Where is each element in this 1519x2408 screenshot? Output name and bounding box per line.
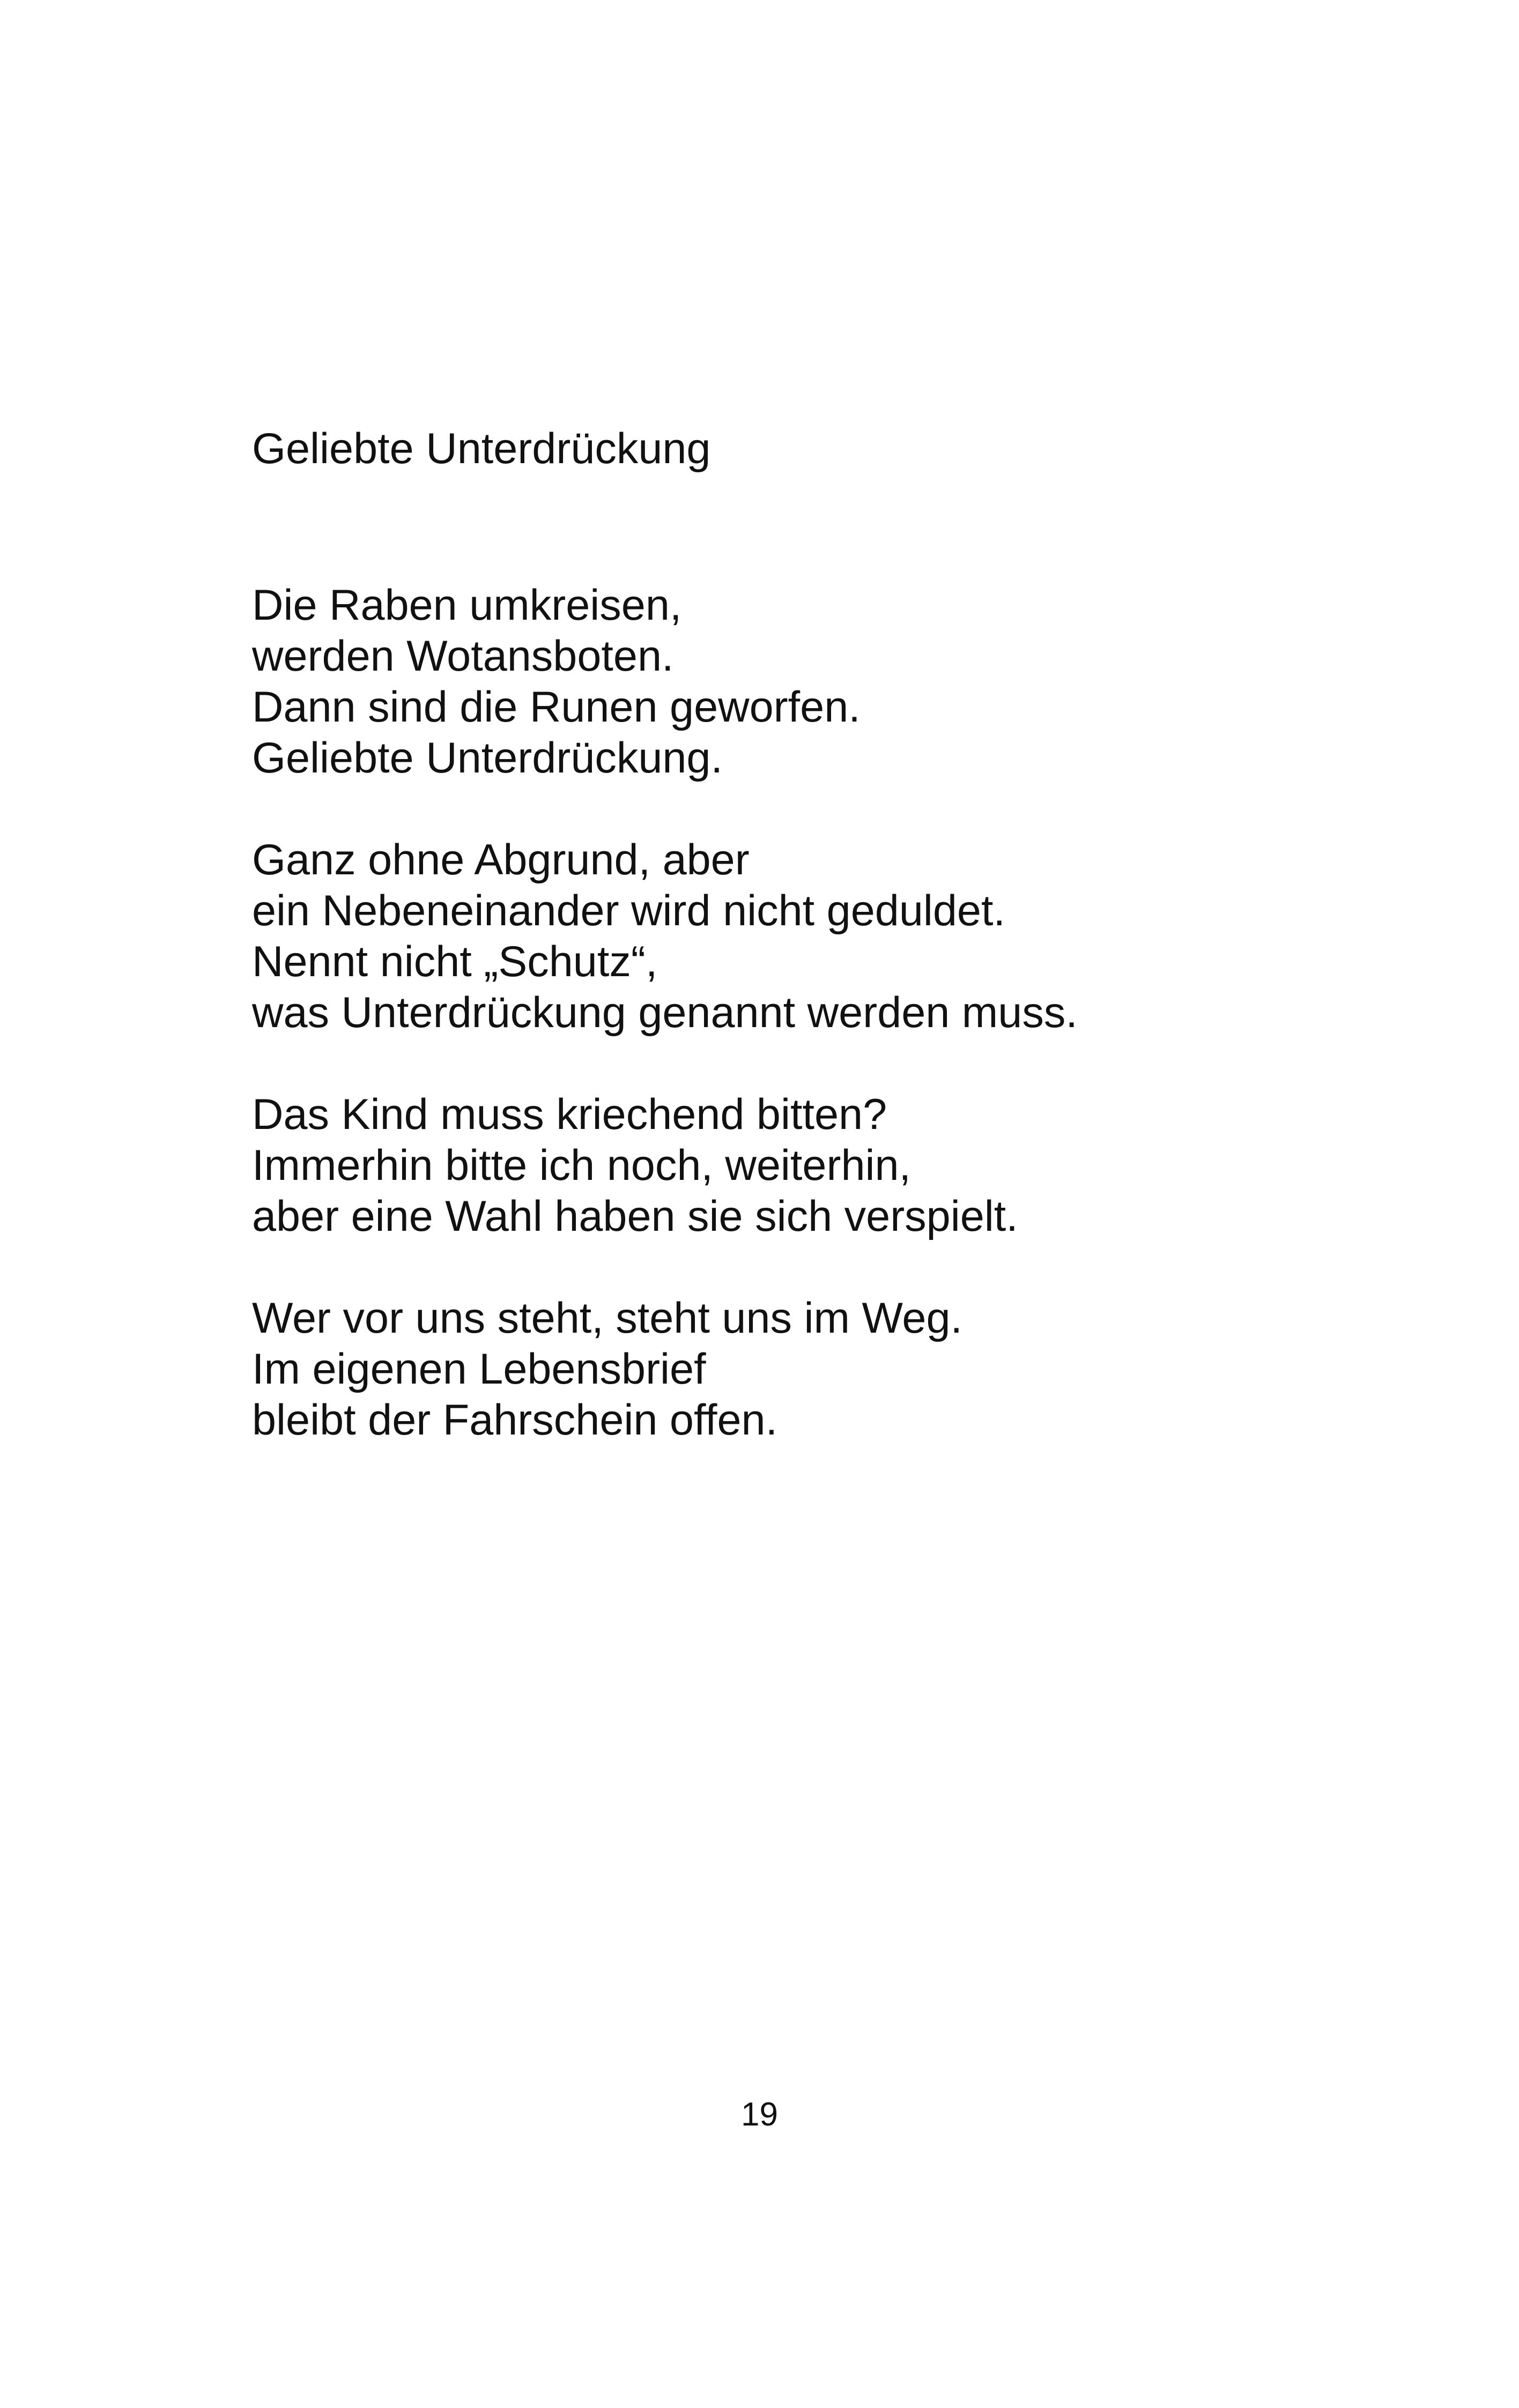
poem-line: Ganz ohne Abgrund, aber: [252, 836, 750, 884]
poem-line: was Unterdrückung genannt werden muss.: [252, 989, 1078, 1037]
stanza-3: [252, 1089, 1432, 1242]
poem-line: Dann sind die Runen geworfen.: [252, 683, 861, 731]
poem-line: Geliebte Unterdrückung.: [252, 734, 723, 782]
poem-body: [252, 580, 1432, 1497]
stanza-1: [252, 580, 1432, 784]
poem-line: bleibt der Fahrschein offen.: [252, 1396, 778, 1444]
poem-line: Immerhin bitte ich noch, weiterhin,: [252, 1141, 912, 1190]
poem-line: Wer vor uns steht, steht uns im Weg.: [252, 1294, 963, 1342]
poem-title: Geliebte Unterdrückung: [252, 425, 711, 473]
poem-line: Im eigenen Lebensbrief: [252, 1345, 706, 1393]
stanza-2: [252, 835, 1432, 1038]
poem-line: aber eine Wahl haben sie sich verspielt.: [252, 1192, 1018, 1240]
poem-line: ein Nebeneinander wird nicht geduldet.: [252, 887, 1005, 935]
poem-line: werden Wotansboten.: [252, 632, 674, 680]
stanza-4: [252, 1293, 1432, 1446]
poem-line: Die Raben umkreisen,: [252, 581, 682, 629]
poem-line: Das Kind muss kriechend bitten?: [252, 1090, 887, 1139]
poem-line: Nennt nicht „Schutz“,: [252, 938, 658, 986]
page-number: 19: [741, 2096, 778, 2133]
